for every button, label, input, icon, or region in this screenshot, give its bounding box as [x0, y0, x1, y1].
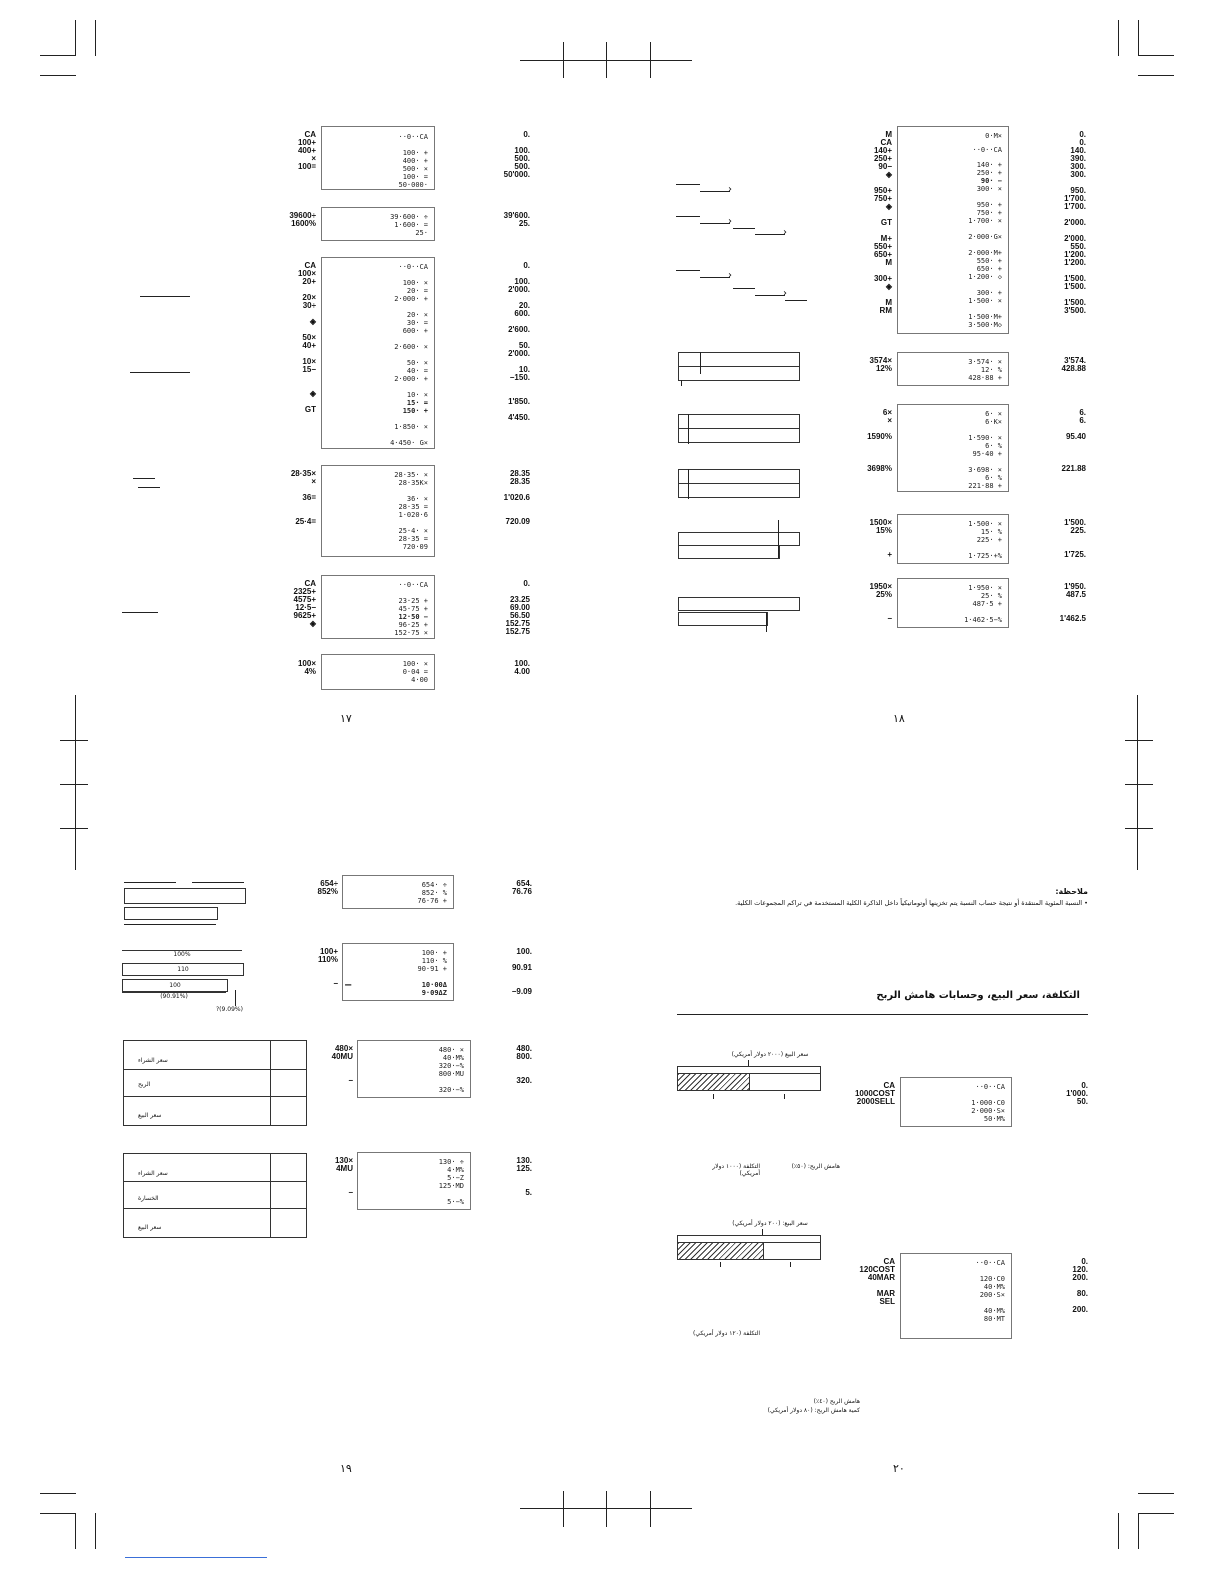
diagram-tick	[688, 469, 689, 499]
tape-line: 100· +	[402, 149, 428, 157]
print-tape	[897, 514, 1009, 564]
tape-line: 15· =	[406, 399, 428, 407]
registration-mark	[1125, 784, 1153, 785]
table-cell: سعر الشراء	[138, 1057, 168, 1064]
arrow-head-icon: ›	[728, 270, 732, 281]
tape-line: 36· ×	[406, 495, 428, 503]
diagram-label: سعر البيع (٢٠٠٠ دولار أمريكي)	[731, 1051, 809, 1058]
tape-line: 50·000·	[398, 181, 428, 189]
tape-line: 39·600· ÷	[390, 213, 428, 221]
crop-mark	[40, 55, 76, 56]
diagram-tick	[778, 520, 779, 558]
tape-line: 100· ×	[402, 279, 428, 287]
percent-bar-diagram	[678, 414, 800, 429]
tape-line: ··0··CA	[398, 581, 428, 589]
table-cell: سعر البيع	[138, 1112, 162, 1119]
percent-bar-diagram	[124, 888, 246, 904]
tape-line: ··0··CA	[398, 133, 428, 141]
diagram-tick	[784, 1094, 785, 1099]
formula-line	[133, 478, 155, 479]
tape-line: 4·00	[411, 676, 428, 684]
tape-line: 15· %	[980, 528, 1002, 536]
percent-bar-diagram	[678, 597, 800, 611]
section-title: التكلفة، سعر البيع، وحسابات هامش الربح	[876, 990, 1080, 1001]
tape-line: 10· ×	[406, 391, 428, 399]
tape-line: 600· +	[402, 327, 428, 335]
percent-bar-diagram	[678, 483, 800, 498]
tape-line: 40·M%	[983, 1283, 1005, 1291]
tape-line: 100· +	[421, 949, 447, 957]
tape-line: ··0··CA	[975, 1259, 1005, 1267]
registration-mark	[606, 1491, 607, 1527]
key-sequence: 100× 4%	[297, 659, 316, 676]
print-tape	[321, 126, 435, 190]
tape-line: 320·−%	[438, 1062, 464, 1070]
tape-line: 2·000· +	[394, 375, 428, 383]
registration-mark	[1125, 740, 1153, 741]
tape-line: 1·590· ×	[968, 434, 1002, 442]
percent-bar-diagram: 100	[122, 979, 228, 992]
tape-line: 950· +	[976, 201, 1002, 209]
diagram-tick	[713, 1094, 714, 1099]
tape-line: 45·75 +	[398, 605, 428, 613]
tape-line: 6· %	[985, 442, 1002, 450]
price-bar	[677, 1073, 821, 1091]
tape-line: 40·M%	[983, 1307, 1005, 1315]
tape-line: 750· +	[976, 209, 1002, 217]
display-values: 0. 100. 500. 500. 50'000.	[503, 130, 530, 179]
diagram-label: 100%	[122, 950, 242, 958]
arrow-line	[676, 184, 700, 185]
tape-line: 2·000· +	[394, 295, 428, 303]
tape-line: 1·462·5−%	[964, 616, 1002, 624]
page-number: ١٩	[340, 1462, 352, 1475]
key-sequence: 6× × 1590% 3698%	[867, 408, 892, 473]
diagram-tick	[700, 352, 701, 374]
tape-line: 4·450· G×	[390, 439, 428, 447]
tape-line: 50·M%	[983, 1115, 1005, 1123]
diagram-line	[124, 924, 216, 925]
display-values: 0. 0. 140. 390. 300. 300. 950. 1'700. 1'700. 2'000. 2'000. 550. 1'200. 1'200. 1'500. 1'500. 1'500. 3'500.	[1064, 130, 1086, 315]
table-row	[124, 1208, 306, 1236]
tape-line: 800·MU	[438, 1070, 464, 1078]
arrow-head-icon: ›	[728, 216, 732, 227]
tape-line: 225· +	[976, 536, 1002, 544]
formula-line	[138, 487, 160, 488]
tape-line: 320·−%	[438, 1086, 464, 1094]
tape-line: 90·91 +	[417, 965, 447, 973]
tape-line: ··0··CA	[972, 146, 1002, 154]
tape-line: 140· +	[976, 161, 1002, 169]
tape-line: 28·35 =	[398, 503, 428, 511]
tape-line: ··0··CA	[975, 1083, 1005, 1091]
tape-line: 720·09	[402, 543, 428, 551]
tape-line: 120·C0	[979, 1275, 1005, 1283]
crop-mark	[1138, 55, 1174, 56]
formula-line	[122, 612, 158, 613]
hatched-section	[678, 1074, 750, 1090]
tape-line: 1·950· ×	[968, 584, 1002, 592]
tape-line: 28·35· ×	[394, 471, 428, 479]
arrow-line	[733, 228, 755, 229]
page-number: ١٨	[893, 712, 905, 725]
diagram-tick	[681, 380, 682, 386]
arrow-line	[700, 191, 730, 192]
print-tape	[897, 578, 1009, 628]
diagram-tick	[720, 1262, 721, 1267]
tape-line: 100· =	[402, 173, 428, 181]
crop-mark	[75, 20, 76, 56]
tape-line: 200·S×	[979, 1291, 1005, 1299]
crop-mark	[40, 1513, 76, 1514]
print-tape	[342, 943, 454, 1001]
tape-line: 2·000·S×	[971, 1107, 1005, 1115]
key-sequence: 28·35× × 36= 25·4=	[290, 469, 316, 526]
tape-line: 40· =	[406, 367, 428, 375]
key-sequence: 1950× 25% −	[869, 582, 892, 623]
tape-line: 487·5 +	[972, 600, 1002, 608]
key-sequence: CA 100+ 400+ × 100=	[297, 130, 316, 171]
formula-line	[140, 296, 190, 297]
display-values: 100. 4.00	[514, 659, 530, 676]
tape-line: 28·35K×	[398, 479, 428, 487]
percent-bar-diagram	[678, 366, 800, 381]
print-tape	[321, 575, 435, 639]
crop-mark	[95, 1513, 96, 1549]
key-sequence: 100+ 110% −	[317, 947, 338, 988]
tape-line: 2·000·G×	[968, 233, 1002, 241]
arrow-head-icon: ›	[783, 288, 787, 299]
tape-line: 1·000·C0	[971, 1099, 1005, 1107]
tape-line: 20· =	[406, 287, 428, 295]
tape-line: 2·000·M+	[968, 249, 1002, 257]
tape-line: 1·500· ×	[968, 520, 1002, 528]
diagram-label: سعر البيع: (٢٠٠ دولار أمريكي)	[732, 1220, 808, 1227]
registration-mark	[563, 1491, 564, 1527]
crop-mark	[1138, 20, 1139, 56]
tape-line: 6· ×	[985, 410, 1002, 418]
display-values: 3'574. 428.88	[1061, 356, 1086, 373]
tape-line: 1·700· ×	[968, 217, 1002, 225]
arrow-line	[700, 223, 730, 224]
tape-line: 25·4· ×	[398, 527, 428, 535]
table-cell: سعر الشراء	[138, 1170, 168, 1177]
tape-line: 150· +	[402, 407, 428, 415]
diagram-line	[124, 882, 176, 883]
tape-line: 5·−%	[447, 1198, 464, 1206]
tape-line: 110· %	[421, 957, 447, 965]
key-sequence: CA 1000COST 2000SELL	[854, 1081, 895, 1106]
registration-mark	[75, 695, 76, 870]
table-cell: سعر البيع	[138, 1224, 162, 1231]
arrow-head-icon: ›	[728, 184, 732, 195]
tape-line: 1·850· ×	[394, 423, 428, 431]
diagram-line	[192, 882, 244, 883]
diagram-label: كمية هامش الربح: (٨٠ دولار أمريكي)	[767, 1407, 860, 1414]
diagram-tick	[766, 612, 767, 632]
crop-mark	[1118, 20, 1119, 56]
tape-line: 3·574· ×	[968, 358, 1002, 366]
tape-line: 12·50 −	[398, 613, 428, 621]
tape-line: 428·88 +	[968, 374, 1002, 382]
tape-line: 80·MT	[983, 1315, 1005, 1323]
print-tape	[897, 352, 1009, 386]
arrow-line	[676, 216, 700, 217]
tape-line: 90· −	[980, 177, 1002, 185]
arrow-line	[676, 270, 700, 271]
tape-line: 221·88 +	[968, 482, 1002, 490]
tape-line: 300· +	[976, 289, 1002, 297]
minus-mark: −	[344, 980, 353, 991]
diagram-label: هامش الربح: (٥٠٪)	[791, 1163, 840, 1170]
tape-line: 40·M%	[442, 1054, 464, 1062]
arrow-line	[755, 295, 785, 296]
tape-line: 1·600· =	[394, 221, 428, 229]
arrow-line	[755, 234, 785, 235]
note-text: • النسبة المئوية المنتقدة أو نتيجة حساب النسبة يتم تخزينها أوتوماتيكياً داخل الذاكرة الكلية المستخدمة في تراكم المجموعات الكلية.	[735, 899, 1088, 907]
page-number: ٢٠	[893, 1462, 905, 1475]
arrow-head-icon: ›	[783, 227, 787, 238]
print-tape	[321, 207, 435, 241]
diagram-label: التكلفة (١٠٠٠ دولار أمريكي)	[712, 1163, 760, 1177]
table-cell: الخسارة	[138, 1195, 159, 1202]
tape-line: 1·500· ×	[968, 297, 1002, 305]
print-tape	[321, 654, 435, 690]
display-values: 130. 125. 5.	[516, 1156, 532, 1197]
crop-mark	[1138, 1513, 1174, 1514]
display-values: 654. 76.76	[511, 879, 532, 896]
tape-line: 100· ×	[402, 660, 428, 668]
crop-mark	[75, 1513, 76, 1549]
registration-mark	[650, 42, 651, 78]
tape-line: 96·25 +	[398, 621, 428, 629]
registration-mark	[563, 42, 564, 78]
tape-line: 4·M%	[447, 1166, 464, 1174]
formula-line	[130, 372, 190, 373]
key-sequence: 654÷ 852%	[317, 879, 338, 896]
percent-bar-diagram	[678, 469, 800, 484]
percent-bar-diagram	[678, 612, 768, 626]
print-tape	[900, 1077, 1012, 1127]
diagram-label: التكلفة (١٢٠ دولار أمريكي)	[692, 1330, 760, 1337]
hatched-section	[678, 1243, 764, 1259]
display-values: 100. 90.91 −9.09	[511, 947, 532, 996]
diagram-label: ?(9.09%)	[216, 1006, 243, 1013]
tape-line: 30· =	[406, 319, 428, 327]
display-values: 1'500. 225. 1'725.	[1064, 518, 1086, 559]
tape-line: 2·600· ×	[394, 343, 428, 351]
diagram-label: هامش الربح (٤٠٪)	[813, 1398, 860, 1405]
registration-mark	[60, 740, 88, 741]
tape-line: 3·698· ×	[968, 466, 1002, 474]
tape-line: 5·−Z	[447, 1174, 464, 1182]
tape-line: 125·MD	[438, 1182, 464, 1190]
diagram-tick	[688, 414, 689, 444]
tape-line: 130· ÷	[438, 1158, 464, 1166]
percent-bar-diagram	[678, 532, 800, 546]
key-sequence: CA 100× 20+ 20× 30÷ ◈ 50× 40+ 10× 15− ◈ GT	[297, 261, 316, 414]
crop-mark	[1138, 75, 1174, 76]
arrow-line	[785, 300, 807, 301]
tape-line: 95·40 +	[972, 450, 1002, 458]
crop-mark	[1118, 1513, 1119, 1549]
crop-mark	[95, 20, 96, 56]
display-values: 0. 120. 200. 80. 200.	[1072, 1257, 1088, 1314]
tape-line: 23·25 +	[398, 597, 428, 605]
display-values: 480. 800. 320.	[516, 1044, 532, 1085]
key-sequence: 130× 4MU −	[334, 1156, 353, 1197]
tape-line: 152·75 ×	[394, 629, 428, 637]
diagram-tick	[790, 1262, 791, 1267]
arrow-line	[733, 288, 755, 289]
registration-mark	[606, 42, 607, 78]
display-values: 6. 6. 95.40 221.88	[1061, 408, 1086, 473]
percent-bar-diagram	[678, 545, 780, 559]
print-tape	[897, 126, 1009, 334]
tape-line: 300· ×	[976, 185, 1002, 193]
tape-line: ··0··CA	[398, 263, 428, 271]
tape-line: 654· ÷	[421, 881, 447, 889]
tape-line: 10·00Δ	[421, 981, 447, 989]
page-number: ١٧	[340, 712, 352, 725]
print-tape	[342, 875, 454, 909]
crop-mark	[1138, 1493, 1174, 1494]
diagram-label: (90.91%)	[122, 992, 226, 1000]
table-row	[124, 1096, 306, 1124]
tape-line: 50· ×	[406, 359, 428, 367]
crop-mark	[40, 1493, 76, 1494]
tape-line: 550· +	[976, 257, 1002, 265]
tape-line: 650· +	[976, 265, 1002, 273]
key-sequence: CA 120COST 40MAR MAR SEL	[859, 1257, 895, 1306]
tape-line: 20· ×	[406, 311, 428, 319]
tape-line: 250· +	[976, 169, 1002, 177]
key-sequence: 39600÷ 1600%	[289, 211, 316, 228]
tape-line: 25· %	[980, 592, 1002, 600]
tape-line: 1·020·6	[398, 511, 428, 519]
tape-line: 1·725·+%	[968, 552, 1002, 560]
tape-line: 400· +	[402, 157, 428, 165]
tape-line: 500· ×	[402, 165, 428, 173]
print-tape	[897, 404, 1009, 492]
display-values: 1'950. 487.5 1'462.5	[1059, 582, 1086, 623]
tape-line: 852· %	[421, 889, 447, 897]
tape-line: 3·500·M◇	[968, 321, 1002, 329]
tape-line: 9·09ΔZ	[421, 989, 447, 997]
tape-line: 0·M×	[985, 132, 1002, 140]
display-values: 0. 100. 2'000. 20. 600. 2'600. 50. 2'000. 10. −150. 1'850. 4'450.	[508, 261, 530, 422]
price-bar	[677, 1242, 821, 1260]
tape-line: 480· ×	[438, 1046, 464, 1054]
key-sequence: M CA 140+ 250+ 90− ◈ 950+ 750+ ◈ GT M+ 550+ 650+ M 300+ ◈ M RM	[873, 130, 892, 315]
print-tape	[321, 465, 435, 557]
key-sequence: CA 2325+ 4575+ 12·5− 9625+ ◈	[293, 579, 316, 628]
tape-line: 28·35 =	[398, 535, 428, 543]
tape-line: 25·	[415, 229, 428, 237]
crop-mark	[40, 75, 76, 76]
tape-line: 6·K×	[985, 418, 1002, 426]
registration-mark	[60, 828, 88, 829]
display-values: 28.35 28.35 1'020.6 720.09	[503, 469, 530, 526]
tape-line: 1·200· ◇	[968, 273, 1002, 281]
section-rule	[677, 1014, 1088, 1015]
table-cell: الربح	[138, 1081, 151, 1088]
link-underline	[125, 1557, 267, 1558]
crop-mark	[1138, 1513, 1139, 1549]
registration-mark	[1125, 828, 1153, 829]
arrow-line	[700, 277, 730, 278]
tape-line: 1·500·M+	[968, 313, 1002, 321]
display-values: 0. 1'000. 50.	[1066, 1081, 1088, 1106]
key-sequence: 3574× 12%	[869, 356, 892, 373]
percent-bar-diagram: 110	[122, 963, 244, 976]
percent-bar-diagram	[678, 352, 800, 367]
key-sequence: 1500× 15% +	[869, 518, 892, 559]
registration-mark	[1137, 695, 1138, 870]
display-values: 39'600. 25.	[503, 211, 530, 228]
diagram-tick	[235, 990, 236, 1006]
registration-mark	[60, 784, 88, 785]
tape-line: 76·76 +	[417, 897, 447, 905]
key-sequence: 480× 40MU −	[331, 1044, 353, 1085]
tape-line: 12· %	[980, 366, 1002, 374]
note-title: ملاحظة:	[1055, 887, 1088, 896]
registration-mark	[650, 1491, 651, 1527]
tape-line: 0·04 =	[402, 668, 428, 676]
percent-bar-diagram	[124, 907, 218, 920]
print-tape	[900, 1253, 1012, 1339]
percent-bar-diagram	[678, 428, 800, 443]
display-values: 0. 23.25 69.00 56.50 152.75 152.75	[505, 579, 530, 636]
tape-line: 6· %	[985, 474, 1002, 482]
print-tape	[321, 257, 435, 449]
